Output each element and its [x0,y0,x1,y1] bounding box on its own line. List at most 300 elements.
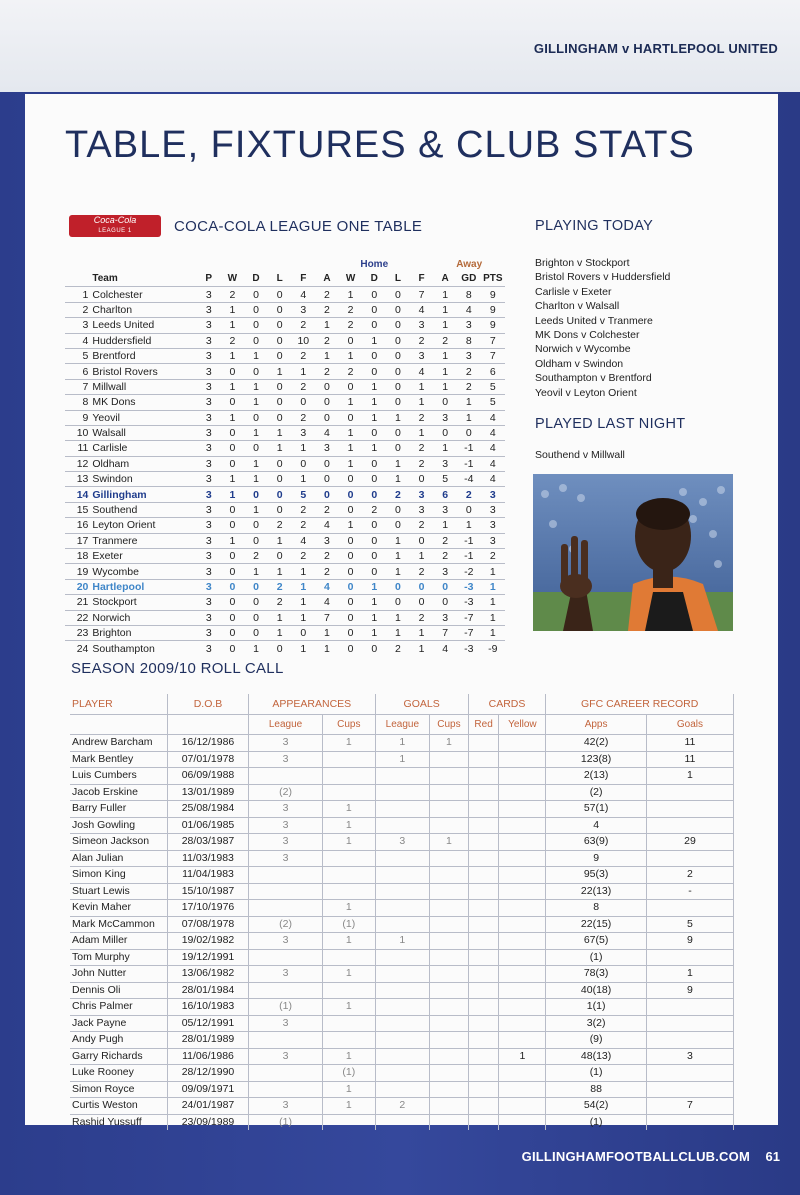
roll-cell [323,982,376,999]
league-row [65,364,505,379]
roll-cell: 1 [323,834,376,851]
league-cell: 4 [300,288,307,301]
league-cell: 1 [300,365,307,378]
league-cell: 2 [300,550,307,563]
roll-cell [499,900,546,917]
league-cell: 1 [229,534,236,547]
roll-cell: 2 [646,867,733,884]
roll-cell [323,1015,376,1032]
league-cell: 0 [371,303,378,316]
roll-cell [430,1081,469,1098]
roll-cell [499,850,546,867]
roll-group-header: D.O.B [168,694,249,715]
league-cell: 1 [324,627,330,640]
league-cell: 4 [418,365,425,378]
league-cell: 2 [300,319,307,332]
player-name: Andrew Barcham [70,735,168,752]
roll-cell [375,1114,430,1130]
roll-row [70,751,734,768]
league-row [65,441,505,456]
league-cell: 3 [205,519,212,532]
league-team: Bristol Rovers [92,365,158,378]
league-cell: 0 [347,411,354,424]
league-cell: 9 [489,303,496,316]
league-cell: 0 [347,380,354,393]
player-dob: 06/09/1988 [168,768,249,785]
roll-cell: 1 [323,801,376,818]
league-cell: 2 [465,488,472,501]
league-cell: 0 [300,396,307,409]
league-cell: 0 [418,534,425,547]
roll-cell: 95(3) [546,867,647,884]
league-cell: 4 [489,411,496,424]
league-position: 3 [82,319,89,332]
league-cell: 2 [418,334,425,347]
roll-cell [468,1114,499,1130]
league-cell: 2 [300,411,307,424]
league-row [65,472,505,487]
player-name: Garry Richards [70,1048,168,1065]
league-cell: 6 [489,365,496,378]
league-cell: 0 [347,504,354,517]
roll-cell: (1) [249,1114,323,1130]
player-dob: 19/12/1991 [168,949,249,966]
league-cell: 0 [253,611,259,624]
league-cell: 9 [489,319,496,332]
roll-cell [375,850,430,867]
league-cell: 0 [276,457,283,470]
page [25,94,778,1128]
roll-cell [646,801,733,818]
league-cell: 0 [394,380,401,393]
roll-cell [249,900,323,917]
fixture-item: Carlisle v Exeter [535,285,612,298]
league-cell: 0 [253,581,259,593]
league-cell: 0 [394,365,401,378]
league-cell: 0 [276,473,283,486]
roll-cell [375,949,430,966]
league-cell: 0 [229,550,236,563]
roll-row [70,834,734,851]
roll-row [70,883,734,900]
logo-sub: LEAGUE 1 [98,228,132,234]
league-cell: 0 [465,427,472,440]
league-row [65,564,505,579]
league-cell: 2 [324,334,330,347]
roll-cell: 29 [646,834,733,851]
roll-cell: 1 [323,933,376,950]
roll-cell: 2(13) [546,768,647,785]
league-col-header [65,272,92,287]
league-cell: 0 [418,581,425,593]
league-cell: 1 [442,380,449,393]
league-row [65,395,505,410]
roll-cell [468,1081,499,1098]
league-position: 24 [76,642,89,655]
league-cell: 3 [205,319,212,332]
fixture-item: Bristol Rovers v Huddersfield [535,271,671,284]
league-row [65,533,505,548]
league-position: 2 [82,303,89,316]
player-name: Alan Julian [70,850,168,867]
player-dob: 28/12/1990 [168,1065,249,1082]
league-cell: 1 [300,596,307,609]
roll-cell: 1(1) [546,999,647,1016]
league-position: 9 [82,411,89,424]
league-cell: 2 [347,303,354,316]
league-cell: 3 [442,457,449,470]
league-cell: 2 [418,565,425,578]
league-cell: 0 [229,427,236,440]
league-cell: 3 [324,534,330,547]
player-dob: 01/06/1985 [168,817,249,834]
league-cell: 0 [347,596,354,609]
roll-cell: 1 [375,735,430,752]
roll-cell: 3 [249,1098,323,1115]
league-cell: 1 [253,427,259,440]
league-cell: 0 [253,319,259,332]
league-cell: 0 [371,565,378,578]
roll-cell [646,949,733,966]
roll-row [70,916,734,933]
roll-cell: 3 [249,1048,323,1065]
league-cell: 1 [465,411,472,424]
league-cell: 2 [418,519,425,532]
roll-cell [323,784,376,801]
league-cell: 0 [300,457,307,470]
league-cell: 2 [276,581,283,593]
roll-cell [646,850,733,867]
league-col-header: Team [92,273,118,285]
league-team: Oldham [92,457,130,470]
league-cell: 1 [276,534,283,547]
roll-cell [430,900,469,917]
player-dob: 11/03/1983 [168,850,249,867]
roll-cell [375,1032,430,1049]
league-position: 23 [76,627,89,640]
roll-cell [468,850,499,867]
league-row [65,502,505,517]
league-cell: 3 [205,642,212,655]
league-cell: 3 [442,411,449,424]
league-cell: 4 [324,427,330,440]
roll-cell [468,1015,499,1032]
player-dob: 13/06/1982 [168,966,249,983]
roll-cell [499,949,546,966]
league-cell: 0 [276,488,283,501]
league-row [65,333,505,348]
league-cell: 1 [229,411,236,424]
player-dob: 13/01/1989 [168,784,249,801]
league-cell: 1 [371,596,378,609]
league-row [65,625,505,640]
league-cell: 3 [205,534,212,547]
roll-cell [430,1114,469,1130]
roll-cell: 4 [546,817,647,834]
roll-cell [375,768,430,785]
fixture-item: Leeds United v Tranmere [535,314,653,327]
league-cell: 3 [205,473,212,486]
player-name: Josh Gowling [70,817,168,834]
league-cell: 0 [229,396,236,409]
roll-cell: 40(18) [546,982,647,999]
roll-cell [499,735,546,752]
roll-cell [499,916,546,933]
roll-cell [323,850,376,867]
league-cell: 0 [229,565,236,578]
league-cell: 5 [489,396,496,409]
league-cell: 3 [205,565,212,578]
player-dob: 05/12/1991 [168,1015,249,1032]
roll-row [70,768,734,785]
league-row [65,425,505,440]
roll-cell [646,1065,733,1082]
roll-row [70,900,734,917]
player-dob: 17/10/1976 [168,900,249,917]
roll-cell: (1) [546,1065,647,1082]
league-col-header: F [300,273,307,285]
league-cell: 1 [300,565,307,578]
league-position: 20 [76,581,89,593]
roll-cell [430,949,469,966]
roll-cell: 3 [646,1048,733,1065]
roll-cell [646,1114,733,1130]
league-cell: 0 [371,350,378,363]
league-team: Tranmere [92,534,138,547]
roll-cell [468,867,499,884]
league-cell: 0 [394,303,401,316]
league-cell: 1 [489,611,496,624]
roll-cell [249,982,323,999]
league-cell: 2 [465,365,472,378]
roll-cell [375,867,430,884]
league-cell: 8 [465,288,472,301]
league-cell: 3 [205,442,212,455]
league-position: 21 [76,596,89,609]
roll-sub-header: League [375,715,430,735]
roll-cell: 3 [375,834,430,851]
league-cell: 0 [229,581,236,593]
league-cell: 3 [205,427,212,440]
league-cell: 2 [300,350,307,363]
roll-cell [499,999,546,1016]
player-dob: 15/10/1987 [168,883,249,900]
league-cell: 1 [371,581,378,593]
league-cell: 3 [205,396,212,409]
league-cell: 0 [276,550,283,563]
roll-sub-header: Cups [323,715,376,735]
league-cell: 1 [418,550,425,563]
league-position: 19 [76,565,89,578]
player-name: Barry Fuller [70,801,168,818]
league-team: Brentford [92,350,136,363]
roll-row [70,1114,734,1130]
league-col-header: A [441,273,449,285]
league-cell: 8 [465,334,472,347]
footer-url: GILLINGHAMFOOTBALLCLUB.COM [521,1149,750,1164]
roll-cell [468,735,499,752]
league-row [65,318,505,333]
league-cell: 1 [229,473,236,486]
roll-cell: 3(2) [546,1015,647,1032]
roll-cell: 1 [323,1081,376,1098]
roll-cell [468,1065,499,1082]
roll-group-header: GFC CAREER RECORD [546,694,734,715]
league-cell: 0 [253,288,259,301]
league-cell: 0 [371,488,378,501]
roll-sub-blank [70,715,168,735]
league-cell: 0 [394,519,401,532]
league-cell: 2 [300,504,307,517]
roll-cell: 1 [646,966,733,983]
league-cell: -3 [464,642,474,655]
player-name: Simon King [70,867,168,884]
league-row [65,410,505,425]
league-cell: 0 [253,334,259,347]
league-cell: 4 [418,303,425,316]
roll-cell: 1 [323,999,376,1016]
roll-cell: 1 [430,834,469,851]
league-cell: 0 [394,396,401,409]
roll-cell [430,867,469,884]
player-name: Luke Rooney [70,1065,168,1082]
league-cell: 2 [418,411,425,424]
roll-cell: 3 [249,966,323,983]
league-cell: 1 [229,319,236,332]
player-dob: 25/08/1984 [168,801,249,818]
league-team: Leyton Orient [92,519,156,532]
roll-cell: 11 [646,735,733,752]
roll-cell [499,933,546,950]
match-header: GILLINGHAM v HARTLEPOOL UNITED [533,41,778,56]
home-group-label: Home [360,259,389,270]
player-dob: 07/08/1978 [168,916,249,933]
page-number: 61 [765,1149,780,1164]
league-cell: 1 [394,627,401,640]
league-position: 22 [76,611,89,624]
playing-today-list [535,256,670,400]
league-cell: 1 [418,427,425,440]
roll-cell [323,867,376,884]
league-cell: 2 [229,334,236,347]
roll-cell: 9 [546,850,647,867]
player-name: Andy Pugh [70,1032,168,1049]
league-cell: -7 [464,627,474,640]
player-name: Simon Royce [70,1081,168,1098]
roll-row [70,1081,734,1098]
league-cell: 1 [394,473,401,486]
roll-cell [375,801,430,818]
league-cell: 0 [442,596,449,609]
roll-cell [646,817,733,834]
roll-cell [430,1032,469,1049]
league-cell: 2 [300,380,307,393]
league-position: 17 [76,534,89,547]
league-cell: 10 [297,334,310,347]
league-cell: 0 [371,642,378,655]
roll-sub-header: Yellow [499,715,546,735]
league-cell: 0 [418,596,425,609]
league-team: Millwall [92,380,127,393]
league-cell: 1 [394,611,401,624]
league-cell: 3 [205,596,212,609]
roll-cell: (2) [546,784,647,801]
fixture-item: MK Dons v Colchester [535,329,640,342]
league-cell: 0 [276,303,283,316]
league-cell: 0 [276,350,283,363]
roll-cell [323,768,376,785]
league-team: Leeds United [92,319,155,332]
league-col-header: P [205,273,213,285]
league-cell: 0 [347,334,354,347]
roll-cell [468,949,499,966]
league-cell: 3 [205,411,212,424]
league-cell: 1 [300,611,307,624]
league-cell: -3 [464,581,474,593]
league-cell: 1 [300,473,307,486]
league-team: Yeovil [92,411,121,424]
roll-sub-header: Goals [646,715,733,735]
league-cell: 7 [489,334,496,347]
league-cell: 0 [394,581,401,593]
player-name: Mark McCammon [70,916,168,933]
roll-cell [499,751,546,768]
roll-cell: 54(2) [546,1098,647,1115]
league-cell: 2 [324,504,330,517]
league-cell: -1 [464,442,474,455]
roll-cell: (2) [249,916,323,933]
roll-cell [499,1114,546,1130]
roll-cell [468,900,499,917]
league-cell: 1 [442,288,449,301]
league-cell: 0 [229,611,236,624]
league-cell: 1 [371,611,378,624]
roll-cell [430,1015,469,1032]
league-position: 16 [76,519,89,532]
league-cell: 1 [371,627,378,640]
roll-cell [468,982,499,999]
league-cell: 4 [465,303,472,316]
roll-cell: (1) [546,1114,647,1130]
league-cell: 2 [418,442,425,455]
league-cell: 0 [442,581,449,593]
league-cell: 2 [418,457,425,470]
league-table [65,258,505,656]
league-team: Exeter [92,550,123,563]
league-cell: 2 [465,380,472,393]
roll-call-table [70,694,734,1130]
roll-cell [323,949,376,966]
league-cell: 1 [347,442,354,455]
player-name: Adam Miller [70,933,168,950]
roll-cell [499,1032,546,1049]
league-cell: 3 [205,303,212,316]
roll-cell [499,801,546,818]
league-cell: -4 [464,473,474,486]
league-cell: 0 [229,596,236,609]
league-cell: 4 [489,442,496,455]
league-row [65,456,505,471]
league-cell: 2 [324,303,330,316]
league-cell: 0 [347,627,354,640]
roll-cell: 3 [249,817,323,834]
league-cell: 1 [300,581,307,593]
league-cell: 3 [205,581,212,593]
player-name: John Nutter [70,966,168,983]
roll-cell: 9 [646,982,733,999]
roll-group-header: GOALS [375,694,468,715]
roll-cell [468,966,499,983]
